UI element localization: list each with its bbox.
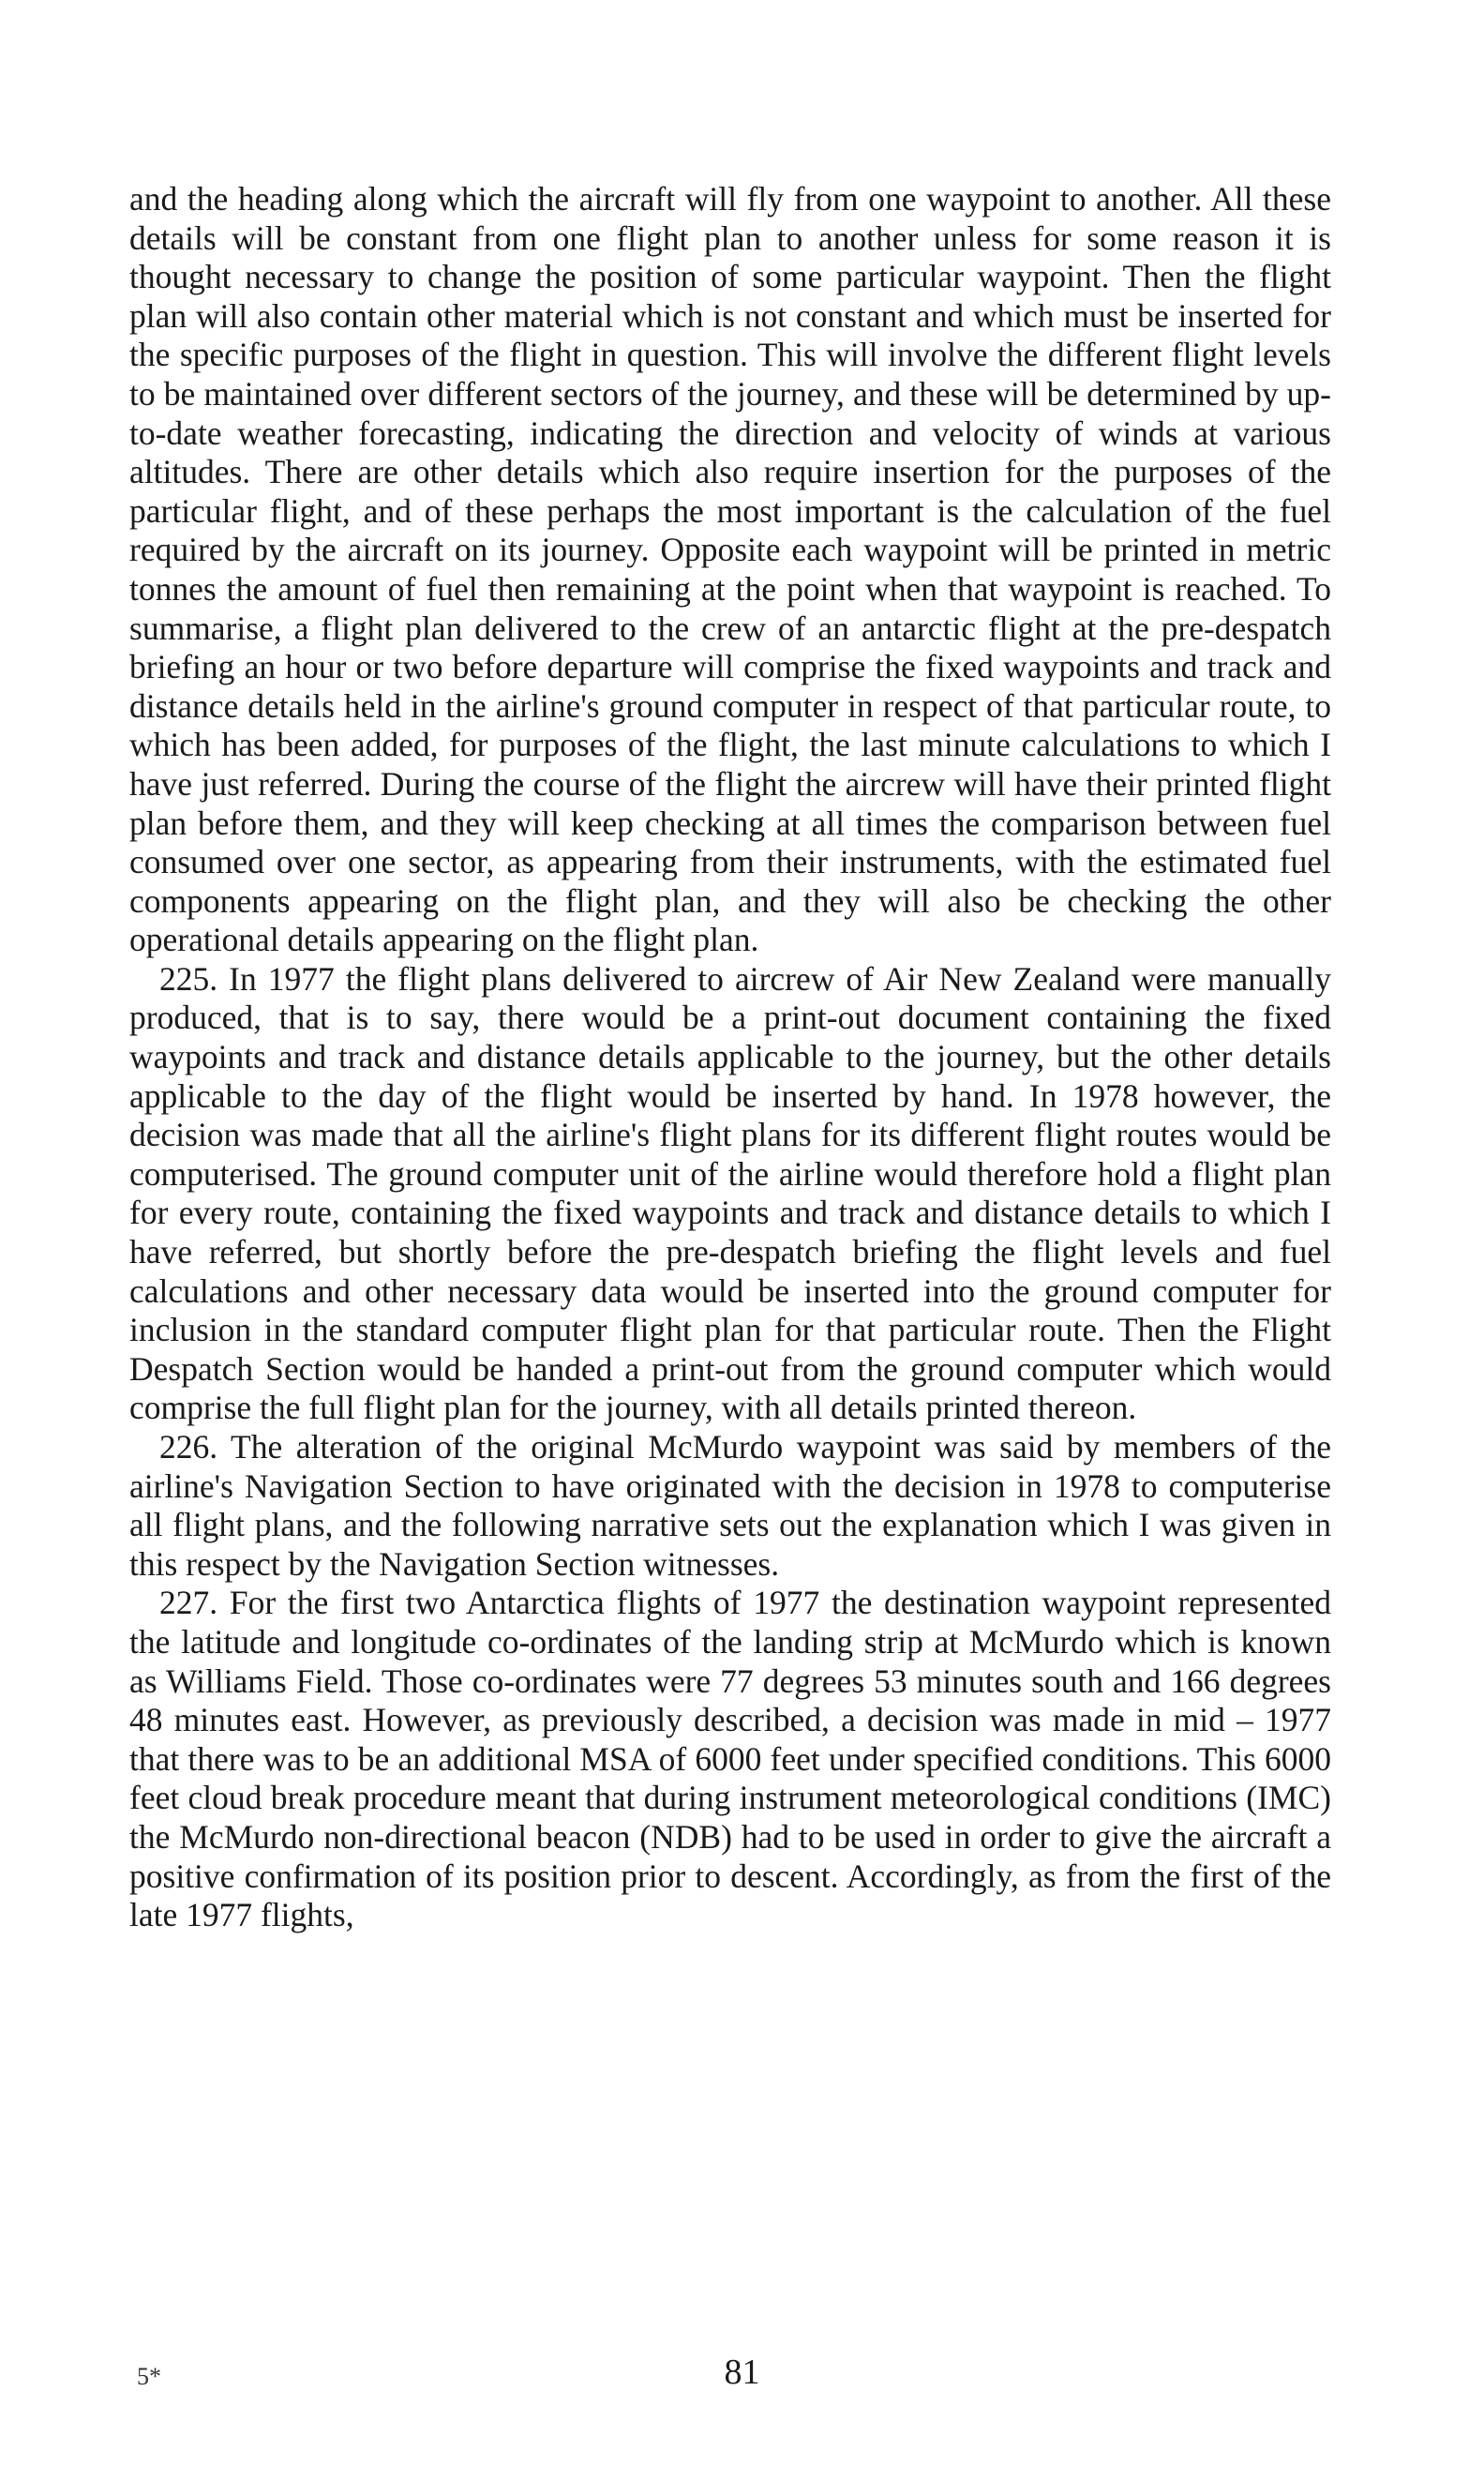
paragraph-text: For the first two Antarctica flights of 1977 the destination waypoint represented the latitude and longitude co-ordinates of the landing strip at McMurdo which is known as Williams Field. Those co-ordinates were 77 degrees 53 minutes south and 166 degrees 48 minutes east. However, as previously described, a decision was made in mid – 1977 that there was to be an additional MSA of 6000 feet under specified conditions. This 6000 feet cloud break procedure meant that during instrument meteorological conditions (IMC) the McMurdo non-directional beacon (NDB) had to be used in order to give the aircraft a positive confirmation of its position prior to descent. Accordingly, as from the first of the late 1977 flights, [129, 1584, 1332, 1934]
paragraph-continuation [129, 180, 1331, 960]
paragraph-226 [129, 1428, 1331, 1584]
paragraph-227 [129, 1584, 1331, 1934]
paragraph-number: 227. [159, 1584, 218, 1622]
paragraph-text: In 1977 the flight plans delivered to aircrew of Air New Zealand were manually produced, that is to say, there would be a print-out document containing the fixed waypoints and track and distance details applicable to the journey, but the other details applicable to the day of the flight would be inserted by hand. In 1978 however, the decision was made that all the airline's flight plans for its different flight routes would be computerised. The ground computer unit of the airline would therefore hold a flight plan for every route, containing the fixed waypoints and track and distance details to which I have referred, but shortly before the pre-despatch briefing the flight levels and fuel calculations and other necessary data would be inserted into the ground computer for inclusion in the standard computer flight plan for that particular route. Then the Flight Despatch Section would be handed a print-out from the ground computer which would comprise the full flight plan for the journey, with all details printed thereon. [129, 959, 1331, 1427]
paragraph-number: 226. [159, 1428, 218, 1466]
paragraph-text: The alteration of the original McMurdo waypoint was said by members of the airline's Navigation Section to have originated with the decision in 1978 to computerise all flight plans, and the following narrative sets out the explanation which I was given in this respect by the Navigation Section witnesses. [129, 1428, 1331, 1583]
paragraph-number: 225. [159, 959, 218, 998]
paragraph-225 [129, 960, 1331, 1428]
page-number: 81 [724, 2353, 760, 2392]
printer-signature-mark: 5* [137, 2363, 161, 2390]
body-text [129, 180, 1331, 1935]
paragraph-text: and the heading along which the aircraft will fly from one waypoint to another. All these details will be constant from one flight plan to another unless for some reason it is thought necessary to change the position of some particular waypoint. Then the flight plan will also contain other material which is not constant and which must be inserted for the specific purposes of the flight in question. This will involve the different flight levels to be maintained over different sectors of the journey, and these will be determined by up-to-date weather forecasting, indicating the direction and velocity of winds at various altitudes. There are other details which also require insertion for the purposes of the particular flight, and of these perhaps the most important is the calculation of the fuel required by the aircraft on its journey. Opposite each waypoint will be printed in metric tonnes the amount of fuel then remaining at the point when that waypoint is reached. To summarise, a flight plan delivered to the crew of an antarctic flight at the pre-despatch briefing an hour or two before departure will comprise the fixed waypoints and track and distance details held in the airline's ground computer in respect of that particular route, to which has been added, for purposes of the flight, the last minute calculations to which I have just referred. During the course of the flight the aircrew will have their printed flight plan before them, and they will keep checking at all times the comparison between fuel consumed over one sector, as appearing from their instruments, with the estimated fuel components appearing on the flight plan, and they will also be checking the other operational details appearing on the flight plan. [129, 180, 1331, 959]
